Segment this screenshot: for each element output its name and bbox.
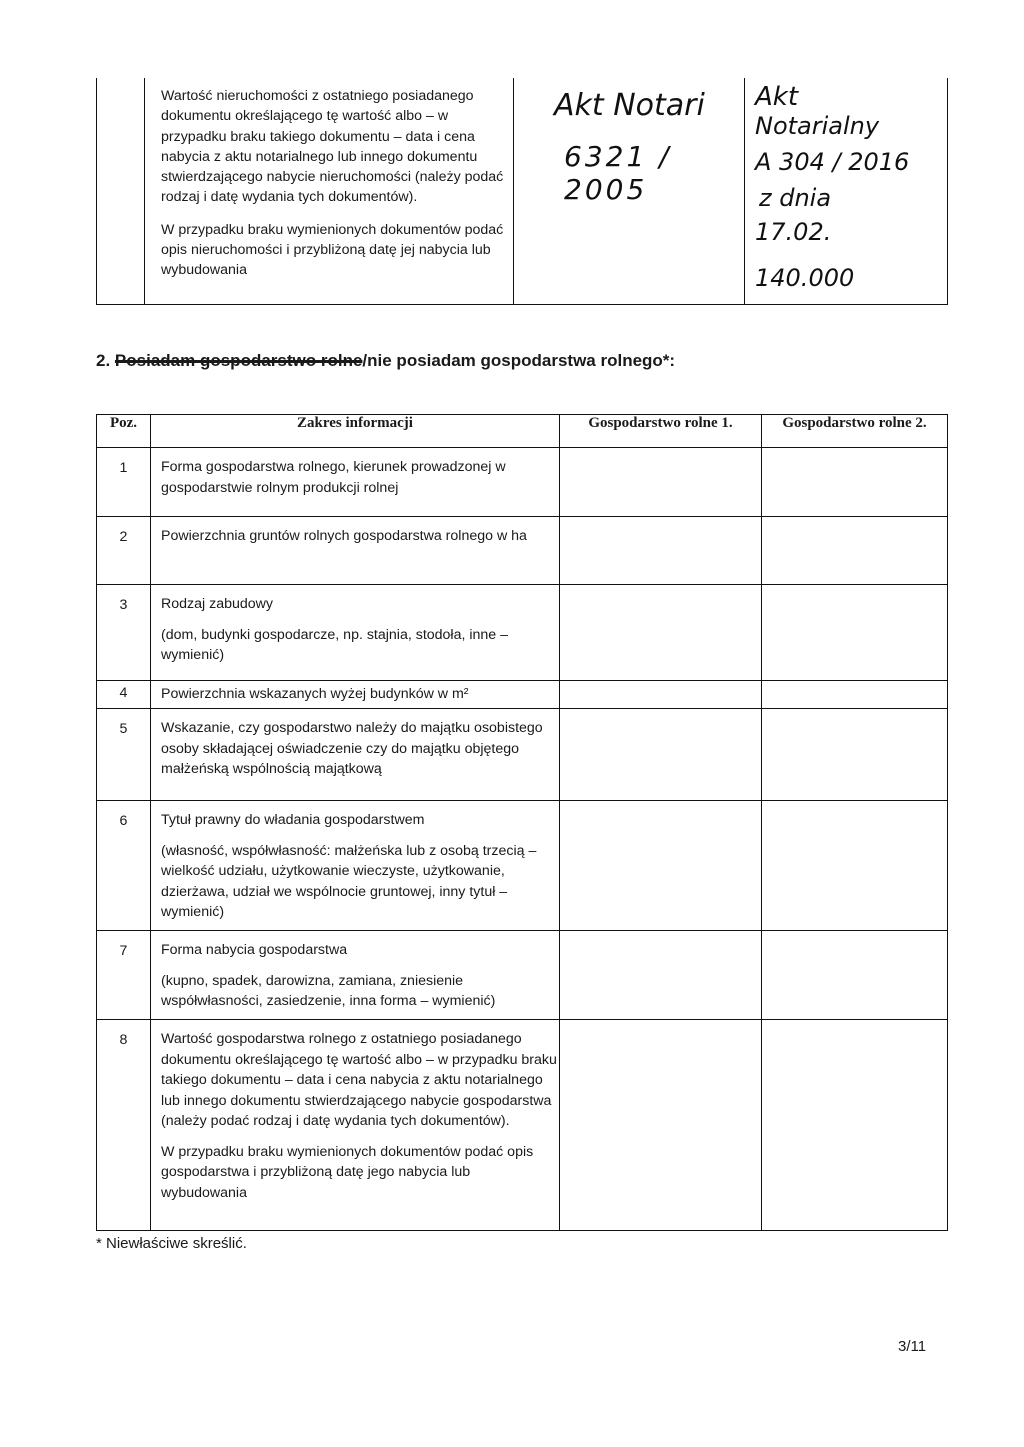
cell-gosp-1 — [560, 709, 762, 801]
row-description — [151, 709, 560, 801]
row-number: 8 — [97, 1020, 151, 1231]
cell-gosp-1 — [560, 1020, 762, 1231]
row-sub-text: W przypadku braku wymienionych dokumentów podać opis gospodarstwa i przybliżoną datę jego nabycia lub wybudowania — [161, 1143, 534, 1201]
header-gosp-2: Gospodarstwo rolne 2. — [762, 415, 948, 448]
row-main-text: Wartość gospodarstwa rolnego z ostatniego posiadanego dokumentu określającego tę wartość albo – w przypadku braku takiego dokumentu – data i cena nabycia z aktu notarialnego lub innego dokumentu stwierdzającego nabycie gospodarstwa (należy podać rodzaj i datę wydania tych dokumentów). — [161, 1031, 557, 1129]
table-row — [97, 1020, 948, 1231]
top-desc-cell — [145, 78, 514, 304]
row-description — [151, 681, 560, 709]
table-header-row — [97, 415, 948, 448]
row-sub-text: (dom, budynki gospodarcze, np. stajnia, stodoła, inne – wymienić) — [161, 626, 509, 663]
row-description — [151, 517, 560, 585]
row-number: 1 — [97, 448, 151, 517]
row-description — [151, 448, 560, 517]
cell-gosp-1 — [560, 681, 762, 709]
table-row — [97, 801, 948, 931]
row-sub-text: (kupno, spadek, darowizna, zamiana, zniesienie współwłasności, zasiedzenie, inna forma – wymienić) — [161, 972, 496, 1009]
cell-gosp-2 — [762, 585, 948, 681]
row-main-text: Powierzchnia wskazanych wyżej budynków w m² — [161, 686, 469, 702]
hw-repertorium: A 304 / 2016 — [755, 148, 910, 176]
table-row — [97, 517, 948, 585]
row-description — [151, 801, 560, 931]
top-num-cell — [97, 78, 145, 304]
row-description — [151, 1020, 560, 1231]
table-row — [97, 585, 948, 681]
cell-gosp-2 — [762, 801, 948, 931]
section-2-selected-option: /nie posiadam gospodarstwa rolnego*: — [362, 351, 676, 370]
hw-notarialny: Notarialny — [755, 112, 880, 140]
table-row — [97, 709, 948, 801]
header-zakres: Zakres informacji — [151, 415, 560, 448]
row-main-text: Forma gospodarstwa rolnego, kierunek prowadzonej w gospodarstwie rolnym produkcji rolnej — [161, 459, 506, 496]
hw-akt-number: 6321 / 2005 — [564, 140, 672, 206]
row-main-text: Forma nabycia gospodarstwa — [161, 942, 348, 958]
top-desc-para1: Wartość nieruchomości z ostatniego posiadanego dokumentu określającego tę wartość albo – w przypadku braku takiego dokumentu – data i cena nabycia z aktu notarialnego lub innego dokumentu stwierdzającego nabycie nieruchomości (należy podać rodzaj i datę wydania tych dokumentów). — [161, 88, 504, 206]
row-number: 4 — [97, 681, 151, 709]
row-main-text: Rodzaj zabudowy — [161, 596, 273, 612]
cell-gosp-1 — [560, 931, 762, 1020]
cell-gosp-1 — [560, 448, 762, 517]
cell-gosp-1 — [560, 585, 762, 681]
table-row — [97, 448, 948, 517]
row-number: 6 — [97, 801, 151, 931]
cell-gosp-2 — [762, 448, 948, 517]
row-main-text: Wskazanie, czy gospodarstwo należy do majątku osobistego osoby składającej oświadczenie czy do majątku objętego małżeńską wspólnością majątkową — [161, 720, 543, 777]
row-description — [151, 931, 560, 1020]
page-number: 3/11 — [898, 1338, 927, 1355]
top-hw-cell-1 — [514, 78, 745, 304]
row-sub-text: (własność, współwłasność: małżeńska lub z osobą trzecią – wielkość udziału, użytkowanie wieczyste, użytkowanie, dzierżawa, udział we wspólnocie gruntowej, inny tytuł – wymienić) — [161, 842, 537, 920]
row-main-text: Powierzchnia gruntów rolnych gospodarstwa rolnego w ha — [161, 528, 527, 544]
header-poz: Poz. — [97, 415, 151, 448]
row-number: 7 — [97, 931, 151, 1020]
cell-gosp-1 — [560, 801, 762, 931]
row-number: 2 — [97, 517, 151, 585]
row-description — [151, 585, 560, 681]
footnote: * Niewłaściwe skreślić. — [96, 1235, 247, 1252]
hw-date: 17.02. — [755, 218, 832, 246]
top-hw-cell-2 — [745, 78, 948, 304]
hw-akt: Akt — [755, 82, 799, 112]
farm-table — [96, 414, 948, 1231]
cell-gosp-2 — [762, 681, 948, 709]
table-row — [97, 681, 948, 709]
hw-z-dnia: z dnia — [759, 184, 832, 212]
hw-value: 140.000 — [755, 264, 855, 292]
section-2-number: 2. — [96, 351, 111, 370]
table-row — [97, 931, 948, 1020]
section-2-heading — [96, 351, 675, 371]
hw-akt-notarialny: Akt Notari — [554, 88, 705, 123]
cell-gosp-2 — [762, 1020, 948, 1231]
row-number: 3 — [97, 585, 151, 681]
header-gosp-1: Gospodarstwo rolne 1. — [560, 415, 762, 448]
section-2-struck-option: Posiadam gospodarstwo rolne — [114, 351, 363, 370]
cell-gosp-1 — [560, 517, 762, 585]
cell-gosp-2 — [762, 517, 948, 585]
cell-gosp-2 — [762, 931, 948, 1020]
top-desc-para2: W przypadku braku wymienionych dokumentów podać opis nieruchomości i przybliżoną datę jej nabycia lub wybudowania — [161, 221, 504, 279]
row-number: 5 — [97, 709, 151, 801]
top-property-table — [96, 78, 948, 305]
row-main-text: Tytuł prawny do władania gospodarstwem — [161, 812, 425, 828]
cell-gosp-2 — [762, 709, 948, 801]
